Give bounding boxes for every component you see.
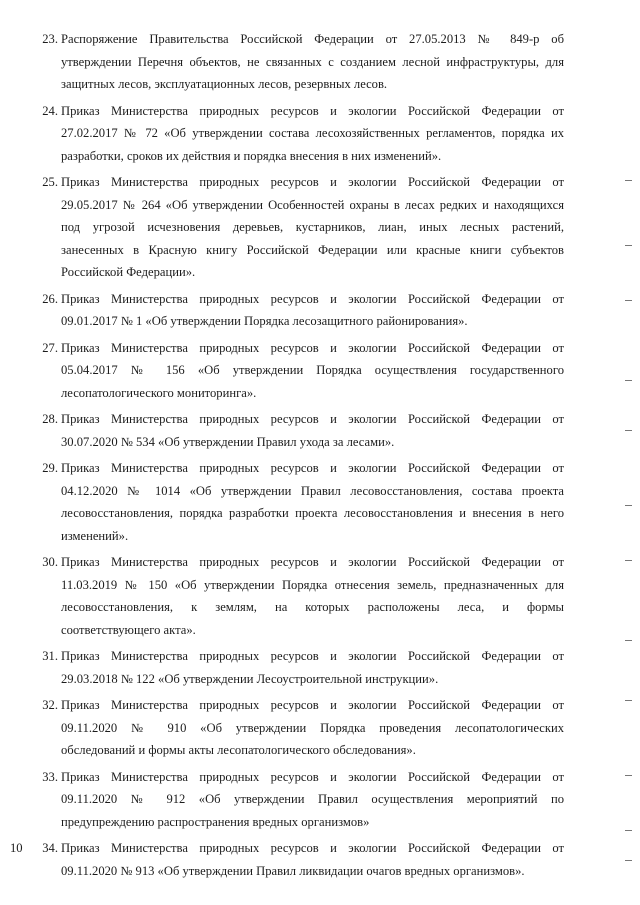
scan-mark	[625, 775, 632, 776]
item-text-line: 11.03.2019 № 150 «Об утверждении Порядка отнесения земель, предназначенных для	[61, 577, 564, 592]
item-text-line: Приказ Министерства природных ресурсов и экологии Российской Федерации от	[61, 461, 564, 475]
item-number: 28.	[42, 412, 58, 426]
item-text-line: Приказ Министерства природных ресурсов и экологии Российской Федерации от	[61, 412, 564, 426]
list-item	[24, 457, 564, 547]
item-text-line: Приказ Министерства природных ресурсов и экологии Российской Федерации от	[61, 340, 564, 355]
item-text-line: соответствующего акта».	[61, 622, 196, 637]
item-number: 27.	[42, 340, 58, 355]
list-item	[24, 645, 564, 690]
item-text-line: утверждении Перечня объектов, не связанных с созданием лесной инфраструктуры, для	[61, 54, 564, 69]
item-text-line: 09.11.2020 № 910 «Об утверждении Порядка проведения лесопатологических	[61, 720, 564, 735]
scan-mark	[625, 560, 632, 561]
item-text-line: 27.02.2017 № 72 «Об утверждении состава лесохозяйственных регламентов, порядка их	[61, 126, 564, 140]
item-text-line: лесовосстановления, порядка разработки проекта лесовосстановления и внесения в него	[61, 506, 564, 520]
scan-mark	[625, 505, 632, 506]
list-item	[24, 337, 564, 405]
list-item	[24, 28, 564, 96]
item-text-line: 29.03.2018 № 122 «Об утверждении Лесоустроительной инструкции».	[61, 671, 439, 686]
list-item	[24, 100, 564, 168]
item-text-line: Приказ Министерства природных ресурсов и экологии Российской Федерации от	[61, 698, 564, 712]
item-text-line: Приказ Министерства природных ресурсов и экологии Российской Федерации от	[61, 175, 564, 189]
item-text-line: разработки, сроков их действия и порядка внесения в них изменений».	[61, 148, 442, 163]
scan-mark	[625, 430, 632, 431]
scan-mark	[625, 380, 632, 381]
item-text-line: 30.07.2020 № 534 «Об утверждении Правил ухода за лесами».	[61, 434, 395, 449]
item-number: 24.	[42, 103, 58, 118]
item-text-line: 04.12.2020 № 1014 «Об утверждении Правил лесовосстановления, состава проекта	[61, 483, 564, 498]
page-number: 10	[10, 841, 23, 855]
scan-mark	[625, 300, 632, 301]
item-text-line: занесенных в Красную книгу Российской Федерации или красные книги субъектов	[61, 242, 564, 257]
item-number: 29.	[42, 461, 58, 475]
scan-mark	[625, 180, 632, 181]
item-number: 25.	[42, 175, 58, 189]
item-number: 34.	[42, 841, 58, 855]
list-item	[24, 408, 564, 453]
list-item	[24, 551, 564, 641]
scan-edge-marks	[616, 0, 640, 905]
item-text-line: предупреждению распространения вредных организмов»	[61, 814, 370, 829]
item-number: 30.	[42, 555, 58, 569]
item-text-line: 29.05.2017 № 264 «Об утверждении Особенностей охраны в лесах редких и находящихся	[61, 197, 564, 212]
item-text-line: Распоряжение Правительства Российской Федерации от 27.05.2013 № 849-р об	[61, 32, 564, 46]
item-number: 32.	[42, 698, 58, 712]
regulation-list	[24, 28, 564, 886]
item-text-line: 09.11.2020 № 913 «Об утверждении Правил ликвидации очагов вредных организмов».	[61, 863, 525, 878]
item-number: 33.	[42, 769, 58, 784]
list-item	[24, 766, 564, 834]
item-number: 26.	[42, 291, 58, 306]
item-text-line: Приказ Министерства природных ресурсов и экологии Российской Федерации от	[61, 291, 564, 306]
scan-mark	[625, 830, 632, 831]
item-text-line: лесопатологического мониторинга».	[61, 385, 257, 400]
item-text-line: Российской Федерации».	[61, 265, 196, 279]
item-text-line: 09.11.2020 № 912 «Об утверждении Правил осуществления мероприятий по	[61, 792, 564, 806]
list-item	[24, 837, 564, 882]
item-text-line: лесовосстановления, к землям, на которых расположены леса, и формы	[61, 600, 564, 614]
item-text-line: Приказ Министерства природных ресурсов и экологии Российской Федерации от	[61, 769, 564, 784]
item-text-line: Приказ Министерства природных ресурсов и экологии Российской Федерации от	[61, 841, 564, 855]
item-number: 23.	[42, 32, 58, 46]
item-text-line: Приказ Министерства природных ресурсов и экологии Российской Федерации от	[61, 649, 564, 663]
item-text-line: 05.04.2017 № 156 «Об утверждении Порядка осуществления государственного	[61, 363, 564, 377]
scan-mark	[625, 860, 632, 861]
list-item	[24, 694, 564, 762]
item-text-line: защитных лесов, эксплуатационных лесов, резервных лесов.	[61, 77, 388, 91]
item-text-line: Приказ Министерства природных ресурсов и экологии Российской Федерации от	[61, 555, 564, 569]
item-text-line: под угрозой исчезновения деревьев, кустарников, лиан, иных лесных растений,	[61, 220, 564, 234]
scan-mark	[625, 700, 632, 701]
scan-mark	[625, 640, 632, 641]
item-text-line: изменений».	[61, 528, 129, 543]
item-number: 31.	[42, 649, 58, 663]
scan-mark	[625, 245, 632, 246]
list-item	[24, 288, 564, 333]
item-text-line: Приказ Министерства природных ресурсов и экологии Российской Федерации от	[61, 103, 564, 118]
item-text-line: обследований и формы акты лесопатологического обследования».	[61, 743, 416, 757]
list-item	[24, 171, 564, 284]
item-text-line: 09.01.2017 № 1 «Об утверждении Порядка лесозащитного районирования».	[61, 314, 468, 328]
